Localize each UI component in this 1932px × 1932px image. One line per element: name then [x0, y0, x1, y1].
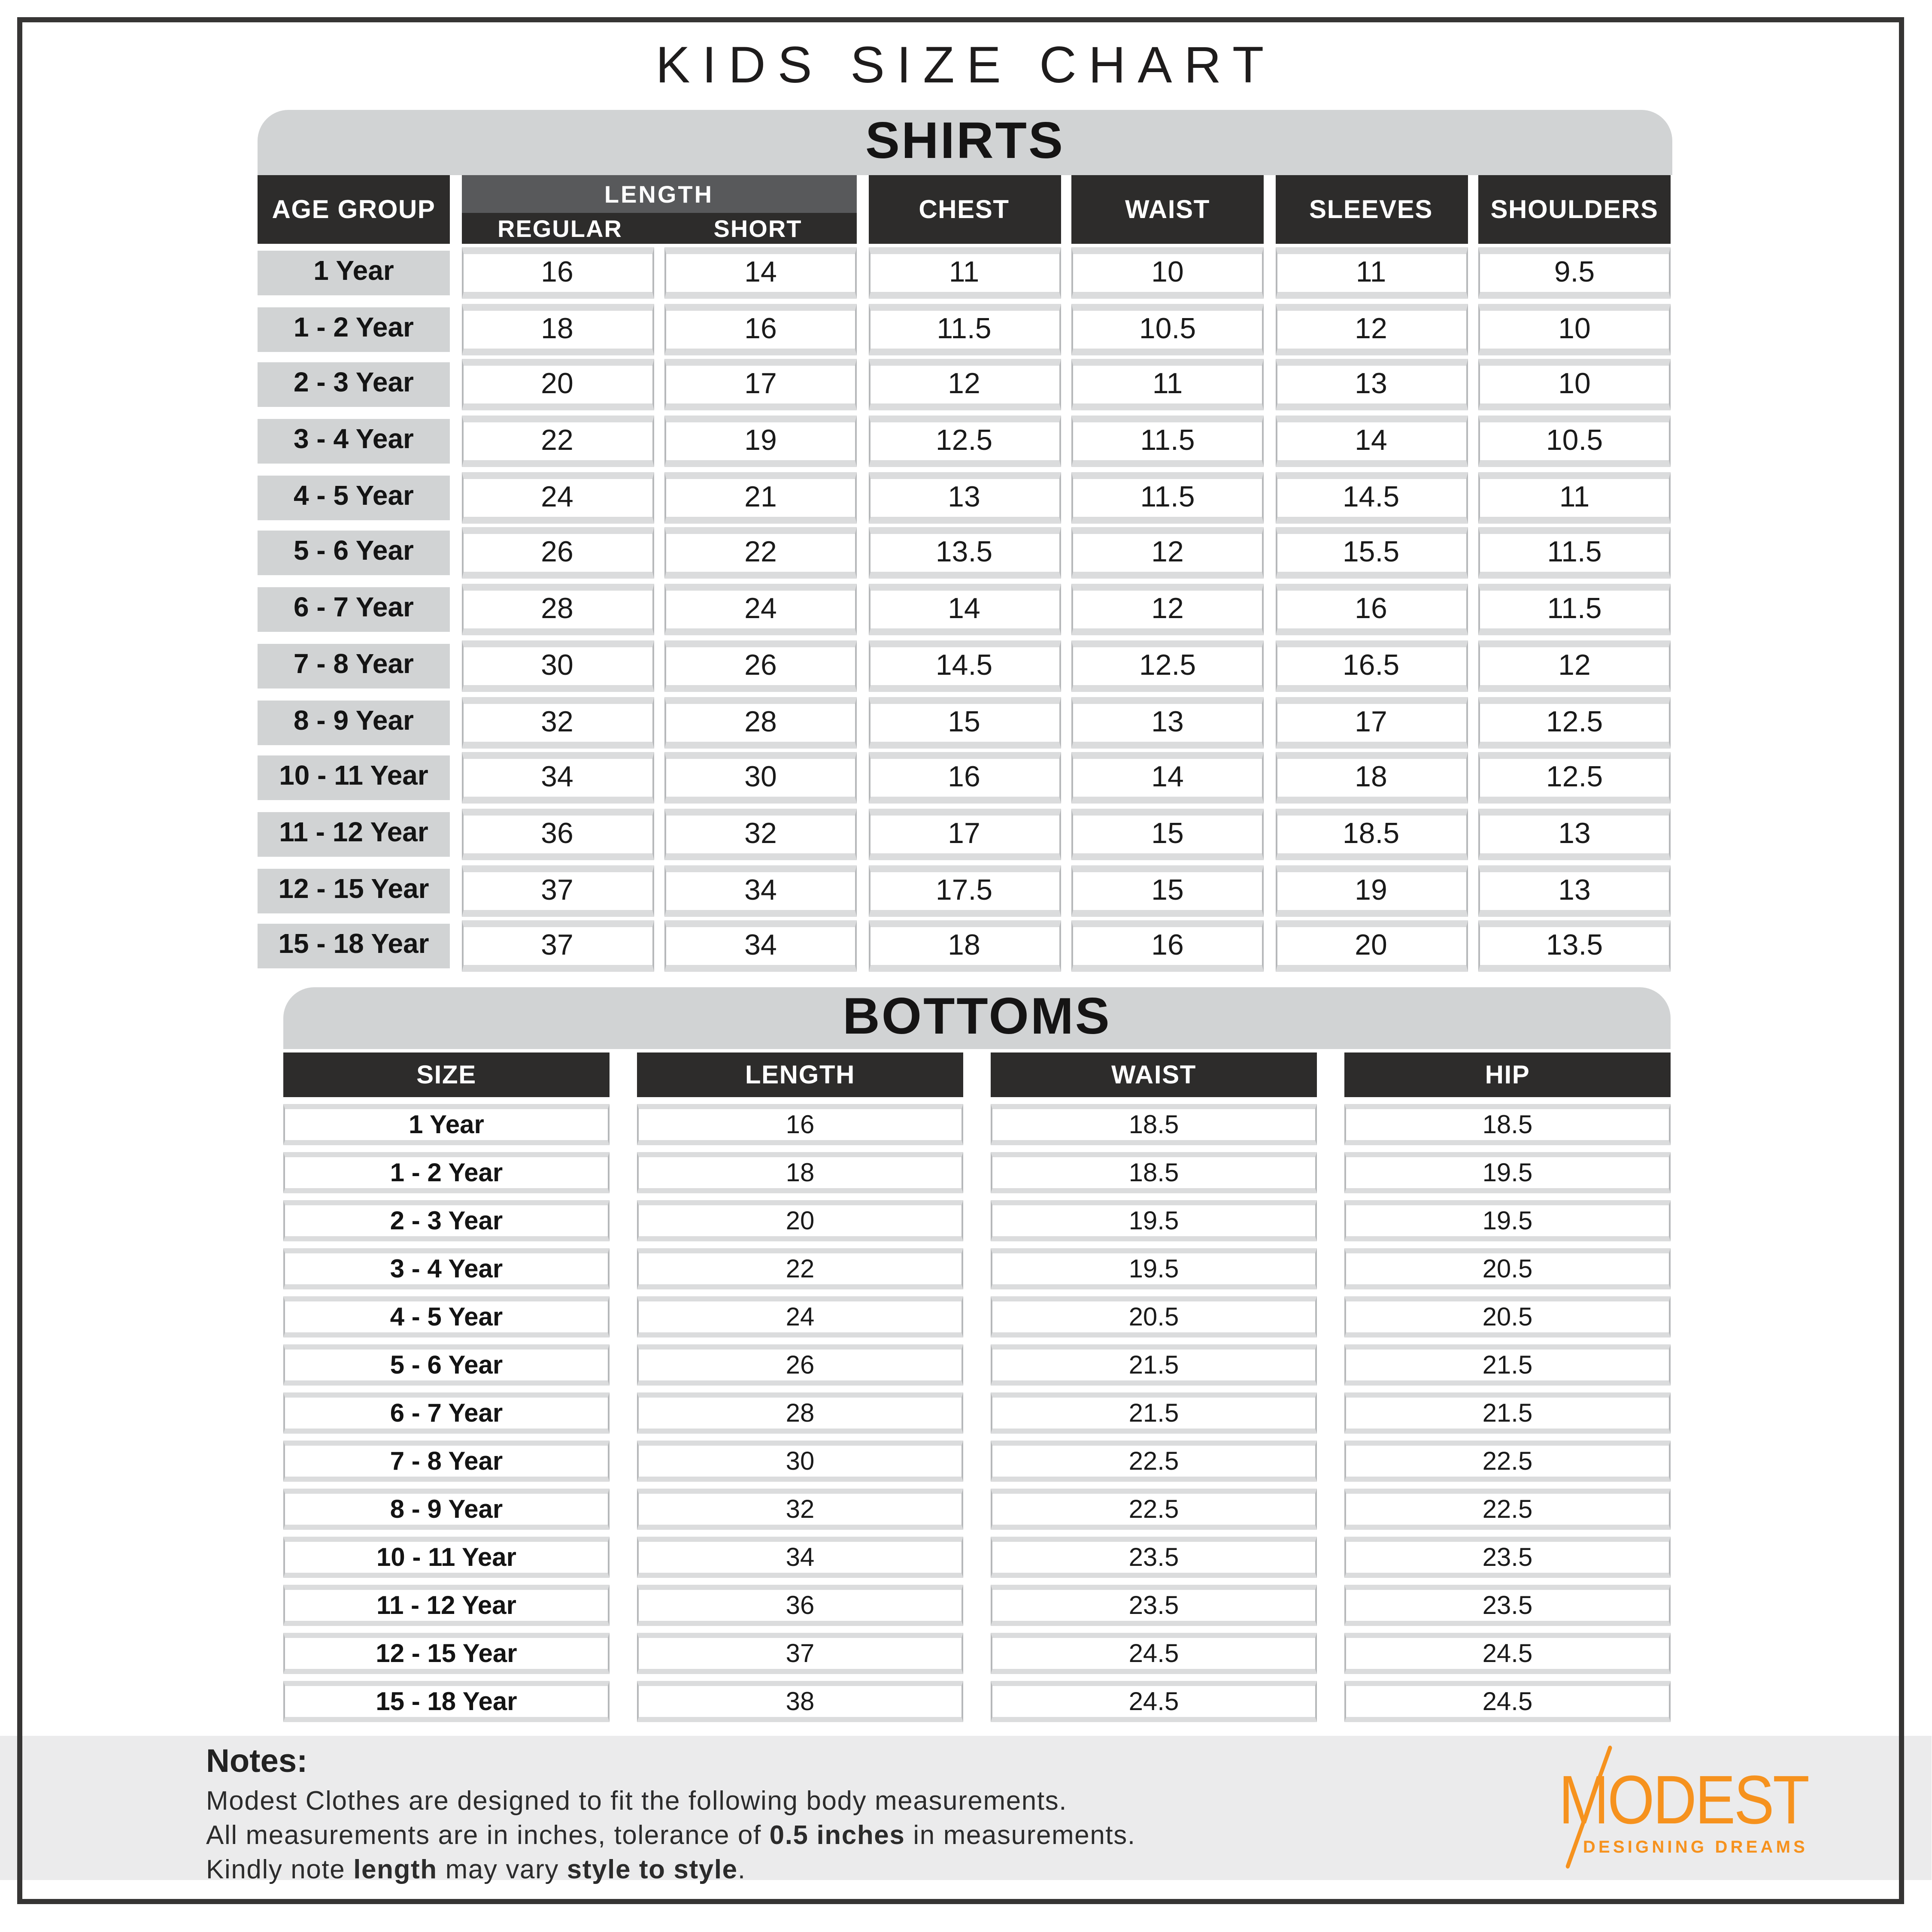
bottoms-section-title: BOTTOMS [843, 989, 1111, 1046]
bottoms-hip-cell: 22.5 [1344, 1441, 1671, 1482]
bottoms-hip-cell: 19.5 [1344, 1152, 1671, 1193]
length-regular-cell: 20 [461, 360, 653, 411]
bottoms-table-row [283, 1392, 1671, 1434]
chest-cell: 16 [868, 752, 1060, 804]
col-header-size: SIZE [283, 1052, 610, 1097]
length-short-cell: 24 [664, 584, 857, 636]
col-header-length: LENGTH [461, 175, 857, 213]
chest-cell: 18 [868, 921, 1060, 972]
length-short-cell: 34 [664, 921, 857, 972]
size-cell: 1 - 2 Year [283, 1152, 610, 1193]
bottoms-length-cell: 34 [637, 1537, 963, 1578]
sleeves-cell: 20 [1275, 921, 1467, 972]
length-short-cell: 26 [664, 640, 857, 692]
chest-cell: 14 [868, 584, 1060, 636]
length-regular-cell: 32 [461, 696, 653, 748]
waist-cell: 12 [1071, 528, 1264, 579]
chest-cell: 15 [868, 696, 1060, 748]
age-group-cell: 7 - 8 Year [258, 643, 450, 688]
col-header-bottoms-length: LENGTH [637, 1052, 963, 1097]
bottoms-length-cell: 32 [637, 1489, 963, 1530]
bottoms-length-cell: 16 [637, 1104, 963, 1145]
logo-tagline: DESIGNING DREAMS [1583, 1839, 1808, 1858]
chest-cell: 13.5 [868, 528, 1060, 579]
notes-line-3 [206, 1854, 1136, 1889]
shirts-table-row [258, 528, 1672, 579]
waist-cell: 11.5 [1071, 416, 1264, 467]
col-header-age-group: AGE GROUP [258, 175, 450, 244]
notes-line-3-pre: Kindly note [206, 1856, 354, 1885]
bottoms-table-row [283, 1537, 1671, 1578]
notes-line-2-post: in measurements. [905, 1822, 1136, 1851]
sleeves-cell: 13 [1275, 360, 1467, 411]
waist-cell: 15 [1071, 809, 1264, 860]
shoulders-cell: 10.5 [1478, 416, 1671, 467]
length-regular-cell: 30 [461, 640, 653, 692]
bottoms-hip-cell: 24.5 [1344, 1681, 1671, 1722]
chest-cell: 12 [868, 360, 1060, 411]
age-group-cell: 1 Year [258, 251, 450, 295]
chest-cell: 13 [868, 472, 1060, 523]
shirts-table-row [258, 472, 1672, 523]
shoulders-cell: 12.5 [1478, 696, 1671, 748]
age-group-cell: 3 - 4 Year [258, 419, 450, 464]
bottoms-hip-cell: 21.5 [1344, 1392, 1671, 1434]
notes-line-1: Modest Clothes are designed to fit the following body measurements. [206, 1787, 1068, 1817]
bottoms-length-cell: 26 [637, 1344, 963, 1386]
bottoms-waist-cell: 20.5 [991, 1296, 1317, 1338]
bottoms-table-row [283, 1104, 1671, 1145]
waist-cell: 10.5 [1071, 303, 1264, 355]
length-short-cell: 21 [664, 472, 857, 523]
bottoms-table-row [283, 1248, 1671, 1289]
size-cell: 12 - 15 Year [283, 1633, 610, 1674]
age-group-cell: 11 - 12 Year [258, 812, 450, 857]
length-regular-cell: 34 [461, 752, 653, 804]
bottoms-waist-cell: 18.5 [991, 1152, 1317, 1193]
bottoms-table-row [283, 1152, 1671, 1193]
shoulders-cell: 11 [1478, 472, 1671, 523]
notes-band [0, 1736, 1932, 1885]
notes-line-3-post: . [737, 1856, 746, 1885]
bottoms-length-cell: 20 [637, 1200, 963, 1241]
sleeves-cell: 14 [1275, 416, 1467, 467]
bottoms-hip-cell: 20.5 [1344, 1248, 1671, 1289]
bottoms-length-cell: 22 [637, 1248, 963, 1289]
size-cell: 11 - 12 Year [283, 1585, 610, 1626]
size-cell: 2 - 3 Year [283, 1200, 610, 1241]
bottoms-table-row [283, 1489, 1671, 1530]
bottoms-table-body [283, 1104, 1671, 1722]
size-cell: 10 - 11 Year [283, 1537, 610, 1578]
length-regular-cell: 16 [461, 247, 653, 299]
logo-name-text: MODEST [1558, 1763, 1808, 1839]
waist-cell: 12.5 [1071, 640, 1264, 692]
notes-heading: Notes: [206, 1744, 308, 1780]
bottoms-waist-cell: 22.5 [991, 1441, 1317, 1482]
shirts-section-banner [258, 110, 1672, 175]
shirts-table-row [258, 416, 1672, 467]
length-short-cell: 22 [664, 528, 857, 579]
bottoms-length-cell: 28 [637, 1392, 963, 1434]
length-regular-cell: 18 [461, 303, 653, 355]
sleeves-cell: 17 [1275, 696, 1467, 748]
bottoms-waist-cell: 23.5 [991, 1537, 1317, 1578]
length-regular-cell: 22 [461, 416, 653, 467]
shirts-table-row [258, 584, 1672, 636]
length-short-cell: 16 [664, 303, 857, 355]
bottoms-waist-cell: 22.5 [991, 1489, 1317, 1530]
shoulders-cell: 11.5 [1478, 584, 1671, 636]
length-regular-cell: 37 [461, 864, 653, 916]
col-header-sleeves: SLEEVES [1275, 175, 1467, 244]
bottoms-header-row [283, 1052, 1671, 1097]
notes-line-2 [206, 1820, 1136, 1854]
shoulders-cell: 10 [1478, 303, 1671, 355]
age-group-cell: 6 - 7 Year [258, 588, 450, 632]
waist-cell: 11 [1071, 360, 1264, 411]
sleeves-cell: 16.5 [1275, 640, 1467, 692]
bottoms-hip-cell: 24.5 [1344, 1633, 1671, 1674]
length-regular-cell: 37 [461, 921, 653, 972]
logo-m-swoosh-icon [1550, 1743, 1619, 1870]
bottoms-table-row [283, 1441, 1671, 1482]
length-regular-cell: 26 [461, 528, 653, 579]
size-cell: 5 - 6 Year [283, 1344, 610, 1386]
bottoms-table-row [283, 1200, 1671, 1241]
sleeves-cell: 12 [1275, 303, 1467, 355]
notes-line-3-bold2: style to style [567, 1856, 738, 1885]
size-cell: 7 - 8 Year [283, 1441, 610, 1482]
sleeves-cell: 19 [1275, 864, 1467, 916]
shoulders-cell: 12 [1478, 640, 1671, 692]
size-cell: 4 - 5 Year [283, 1296, 610, 1338]
shirts-table-row [258, 921, 1672, 972]
bottoms-waist-cell: 23.5 [991, 1585, 1317, 1626]
shirts-table-row [258, 752, 1672, 804]
age-group-cell: 4 - 5 Year [258, 475, 450, 520]
length-regular-cell: 28 [461, 584, 653, 636]
bottoms-waist-cell: 18.5 [991, 1104, 1317, 1145]
modest-brand-logo [1525, 1763, 1808, 1858]
bottoms-waist-cell: 24.5 [991, 1633, 1317, 1674]
shoulders-cell: 12.5 [1478, 752, 1671, 804]
col-header-shoulders: SHOULDERS [1478, 175, 1671, 244]
chest-cell: 11.5 [868, 303, 1060, 355]
bottoms-hip-cell: 21.5 [1344, 1344, 1671, 1386]
shirts-table-row [258, 696, 1672, 748]
bottoms-length-cell: 36 [637, 1585, 963, 1626]
chest-cell: 17.5 [868, 864, 1060, 916]
bottoms-length-cell: 24 [637, 1296, 963, 1338]
shirts-table-row [258, 809, 1672, 860]
shirts-table-row [258, 640, 1672, 692]
chest-cell: 12.5 [868, 416, 1060, 467]
col-header-length-group [461, 175, 857, 244]
length-short-cell: 28 [664, 696, 857, 748]
size-cell: 8 - 9 Year [283, 1489, 610, 1530]
sleeves-cell: 18 [1275, 752, 1467, 804]
bottoms-table-row [283, 1585, 1671, 1626]
shirts-header-row [258, 175, 1672, 244]
bottoms-hip-cell: 20.5 [1344, 1296, 1671, 1338]
waist-cell: 13 [1071, 696, 1264, 748]
age-group-cell: 2 - 3 Year [258, 363, 450, 408]
length-short-cell: 17 [664, 360, 857, 411]
waist-cell: 16 [1071, 921, 1264, 972]
bottoms-waist-cell: 21.5 [991, 1344, 1317, 1386]
length-short-cell: 30 [664, 752, 857, 804]
age-group-cell: 15 - 18 Year [258, 924, 450, 969]
col-header-regular: REGULAR [497, 215, 622, 242]
shoulders-cell: 13 [1478, 809, 1671, 860]
bottoms-hip-cell: 23.5 [1344, 1585, 1671, 1626]
age-group-cell: 5 - 6 Year [258, 531, 450, 576]
age-group-cell: 10 - 11 Year [258, 756, 450, 801]
shirts-table-row [258, 360, 1672, 411]
waist-cell: 10 [1071, 247, 1264, 299]
bottoms-table-row [283, 1681, 1671, 1722]
logo-wordmark [1558, 1763, 1808, 1839]
sleeves-cell: 18.5 [1275, 809, 1467, 860]
length-regular-cell: 24 [461, 472, 653, 523]
col-header-short: SHORT [713, 215, 802, 242]
length-short-cell: 19 [664, 416, 857, 467]
sleeves-cell: 15.5 [1275, 528, 1467, 579]
shirts-section-title: SHIRTS [865, 113, 1065, 170]
sleeves-cell: 16 [1275, 584, 1467, 636]
bottoms-waist-cell: 19.5 [991, 1248, 1317, 1289]
bottoms-waist-cell: 21.5 [991, 1392, 1317, 1434]
sleeves-cell: 14.5 [1275, 472, 1467, 523]
bottoms-length-cell: 18 [637, 1152, 963, 1193]
bottoms-hip-cell: 19.5 [1344, 1200, 1671, 1241]
col-header-length-subrow [461, 213, 857, 244]
notes-line-2-bold: 0.5 inches [769, 1822, 905, 1851]
size-cell: 6 - 7 Year [283, 1392, 610, 1434]
bottoms-table-row [283, 1633, 1671, 1674]
shoulders-cell: 9.5 [1478, 247, 1671, 299]
shirts-table-body [258, 247, 1672, 972]
bottoms-section-banner [283, 987, 1671, 1049]
size-cell: 15 - 18 Year [283, 1681, 610, 1722]
age-group-cell: 12 - 15 Year [258, 868, 450, 913]
shoulders-cell: 13.5 [1478, 921, 1671, 972]
bottoms-table-row [283, 1296, 1671, 1338]
length-short-cell: 14 [664, 247, 857, 299]
bottoms-table-row [283, 1344, 1671, 1386]
shirts-table-row [258, 247, 1672, 299]
bottoms-section [283, 987, 1671, 1729]
chest-cell: 17 [868, 809, 1060, 860]
col-header-bottoms-waist: WAIST [991, 1052, 1317, 1097]
sleeves-cell: 11 [1275, 247, 1467, 299]
notes-line-2-pre: All measurements are in inches, tolerance of [206, 1822, 770, 1851]
age-group-cell: 8 - 9 Year [258, 700, 450, 744]
bottoms-waist-cell: 24.5 [991, 1681, 1317, 1722]
waist-cell: 14 [1071, 752, 1264, 804]
notes-line-3-mid: may vary [437, 1856, 567, 1885]
bottoms-hip-cell: 18.5 [1344, 1104, 1671, 1145]
notes-line-3-bold1: length [353, 1856, 437, 1885]
bottoms-length-cell: 38 [637, 1681, 963, 1722]
page-title: KIDS SIZE CHART [655, 38, 1276, 94]
size-cell: 1 Year [283, 1104, 610, 1145]
bottoms-hip-cell: 23.5 [1344, 1537, 1671, 1578]
waist-cell: 11.5 [1071, 472, 1264, 523]
chest-cell: 11 [868, 247, 1060, 299]
shirts-table-row [258, 303, 1672, 355]
waist-cell: 12 [1071, 584, 1264, 636]
notes-block [206, 1744, 1136, 1889]
chest-cell: 14.5 [868, 640, 1060, 692]
bottoms-hip-cell: 22.5 [1344, 1489, 1671, 1530]
shoulders-cell: 11.5 [1478, 528, 1671, 579]
waist-cell: 15 [1071, 864, 1264, 916]
length-short-cell: 34 [664, 864, 857, 916]
col-header-waist: WAIST [1071, 175, 1264, 244]
size-cell: 3 - 4 Year [283, 1248, 610, 1289]
bottoms-length-cell: 30 [637, 1441, 963, 1482]
col-header-hip: HIP [1344, 1052, 1671, 1097]
col-header-chest: CHEST [868, 175, 1060, 244]
bottoms-waist-cell: 19.5 [991, 1200, 1317, 1241]
shirts-section [258, 110, 1672, 977]
length-regular-cell: 36 [461, 809, 653, 860]
shoulders-cell: 13 [1478, 864, 1671, 916]
shoulders-cell: 10 [1478, 360, 1671, 411]
age-group-cell: 1 - 2 Year [258, 307, 450, 352]
shirts-table-row [258, 864, 1672, 916]
bottoms-length-cell: 37 [637, 1633, 963, 1674]
length-short-cell: 32 [664, 809, 857, 860]
